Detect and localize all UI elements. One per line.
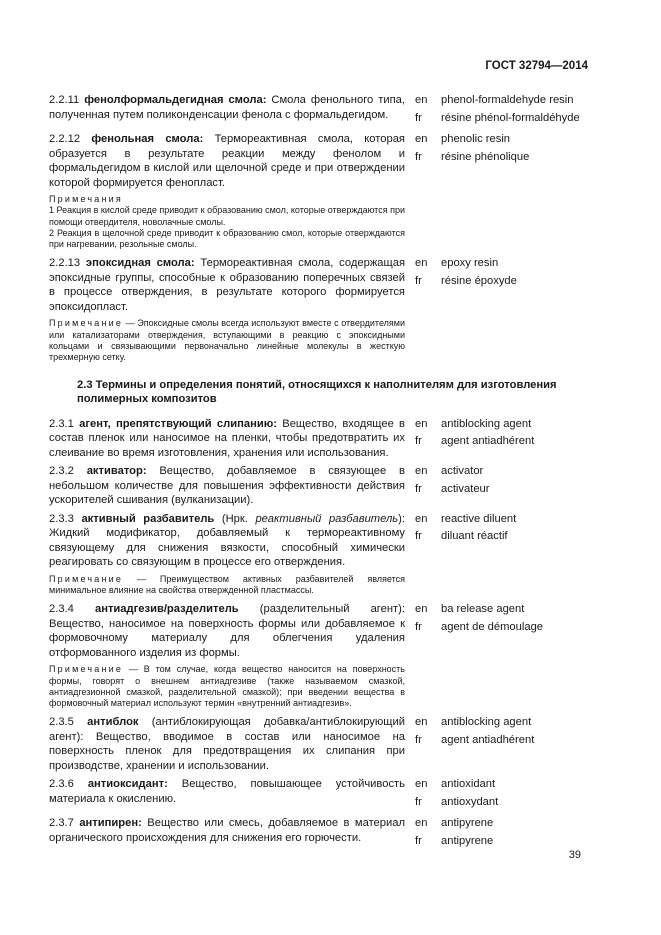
document-header: ГОСТ 32794—2014 xyxy=(485,60,588,72)
lang-code-fr: fr xyxy=(415,620,422,633)
term-number: 2.2.12 xyxy=(49,133,81,145)
lang-code-en: en xyxy=(415,603,428,616)
lang-code-fr: fr xyxy=(415,111,422,124)
definition-text: ): Жидкий модификатор, добавляемый к термореактивному связующему для снижения вязкости, способный химически реагировать со связующим в процессе его отверждения. xyxy=(49,512,406,569)
term-number: 2.3.4 xyxy=(49,603,74,616)
definition-text: Смола фенольного типа, полученная путем поликонденсации фенола с формальдегидом. xyxy=(49,94,405,121)
term-equivalents xyxy=(415,417,587,461)
term-definition xyxy=(49,602,405,660)
french-equivalent: agent antiadhérent xyxy=(441,733,535,746)
deprecated-term: реактивный разбавитель xyxy=(255,512,399,525)
definition-text: (антиблокирующая добавка/антиблокирующий агент): Вещество, вводимое в состав или наносимое на поверхность пленок для предотвращения их слипания при производстве, хранении и использовании. xyxy=(49,716,405,772)
term-number: 2.2.11 xyxy=(49,94,80,106)
english-equivalent: phenolic resin xyxy=(441,133,511,145)
term-entry xyxy=(49,816,589,851)
definition-text: (разделительный агент): Вещество, наносимое на поверхность формы или добавляемое к формовочному материалу для облегчения удаления отформованного изделия из формы. xyxy=(49,603,406,659)
term-name: фенольная смола: xyxy=(91,133,204,145)
term-equivalents xyxy=(415,512,587,570)
lang-code-en: en xyxy=(415,512,428,525)
section-title: 2.3 Термины и определения понятий, относящихся к наполнителям для изготовления полимерных композитов xyxy=(77,378,557,406)
lang-code-en: en xyxy=(415,778,428,791)
term-entry xyxy=(49,715,589,773)
term-number: 2.3.6 xyxy=(49,778,74,791)
term-number: 2.3.5 xyxy=(49,716,74,729)
term-definition xyxy=(49,715,405,773)
term-number: 2.3.2 xyxy=(49,465,74,478)
term-name: антиадгезив/разделитель xyxy=(94,603,239,616)
term-equivalents xyxy=(415,93,587,128)
note-block xyxy=(49,194,405,250)
lang-code-en: en xyxy=(415,133,428,145)
lang-code-en: en xyxy=(415,257,428,270)
english-equivalent: ba release agent xyxy=(441,603,525,616)
term-equivalents xyxy=(415,715,587,773)
document-body xyxy=(49,93,589,855)
lang-code-en: en xyxy=(415,465,428,478)
french-equivalent: résine époxyde xyxy=(441,274,517,287)
note-block xyxy=(49,318,405,363)
term-definition xyxy=(49,256,405,314)
term-entry xyxy=(49,256,589,314)
english-equivalent: antiblocking agent xyxy=(441,716,532,729)
term-entry xyxy=(49,777,589,812)
note-line: 2 Реакция в щелочной среде приводит к образованию смол, которые отверждаются при нагревании, резольные смолы. xyxy=(49,227,405,250)
definition-text: Вещество, добавляемое в связующее в небольшом количестве для повышения эффективности действия ускорителей сшивания (вулканизации). xyxy=(49,465,405,507)
note-block xyxy=(49,664,405,709)
french-equivalent: diluant réactif xyxy=(441,530,508,543)
term-definition xyxy=(49,93,405,128)
english-equivalent: epoxy resin xyxy=(441,257,499,270)
lang-code-en: en xyxy=(415,817,428,830)
lang-code-en: en xyxy=(415,716,428,729)
note-label: Примечание xyxy=(49,318,124,329)
lang-code-fr: fr xyxy=(415,482,422,495)
lang-code-fr: fr xyxy=(415,733,422,746)
french-equivalent: activateur xyxy=(441,482,490,495)
french-equivalent: antipyrene xyxy=(441,834,494,847)
term-entry xyxy=(49,602,589,660)
term-equivalents xyxy=(415,132,587,190)
term-definition xyxy=(49,132,405,190)
note-block xyxy=(49,574,405,597)
term-number: 2.2.13 xyxy=(49,257,81,270)
term-equivalents xyxy=(415,602,587,660)
page-number: 39 xyxy=(568,849,581,861)
lang-code-fr: fr xyxy=(415,274,422,287)
term-entry xyxy=(49,93,589,128)
english-equivalent: reactive diluent xyxy=(441,512,517,525)
term-definition xyxy=(49,464,405,508)
definition-text: Термореактивная смола, которая образуется в результате реакции между фенолом и формальдегидом в кислой или щелочной среде и при отверждении которой формируется фенопласт. xyxy=(49,133,405,189)
definition-text: Вещество, входящее в состав пленок или наносимое на пленки, чтобы предотвратить их слеивание во время изготовления, хранения или использования. xyxy=(49,417,405,459)
definition-text: Вещество, повышающее устойчивость материала к окислению. xyxy=(49,778,405,805)
definition-text: (Нрк. xyxy=(214,512,256,525)
term-name: антипирен: xyxy=(79,817,142,830)
term-equivalents xyxy=(415,816,587,851)
term-name: активатор: xyxy=(86,465,147,478)
note-label: Примечания xyxy=(49,194,123,204)
lang-code-fr: fr xyxy=(415,834,422,847)
note-label: Примечание xyxy=(49,573,124,584)
lang-code-en: en xyxy=(415,417,428,430)
term-definition xyxy=(49,816,405,851)
english-equivalent: antioxidant xyxy=(441,778,496,791)
lang-code-fr: fr xyxy=(415,435,422,448)
french-equivalent: agent de démoulage xyxy=(441,620,544,633)
term-number: 2.3.3 xyxy=(49,512,74,525)
english-equivalent: activator xyxy=(441,465,484,478)
lang-code-fr: fr xyxy=(415,150,422,163)
term-equivalents xyxy=(415,464,587,508)
term-equivalents xyxy=(415,256,587,314)
term-entry xyxy=(49,512,589,570)
french-equivalent: agent antiadhérent xyxy=(441,435,535,448)
term-number: 2.3.1 xyxy=(49,417,74,430)
term-entry xyxy=(49,417,589,461)
term-equivalents xyxy=(415,777,587,812)
term-name: фенолформальдегидная смола: xyxy=(84,94,267,106)
english-equivalent: antiblocking agent xyxy=(441,417,532,430)
term-name: эпоксидная смола: xyxy=(85,257,195,270)
term-entry xyxy=(49,132,589,190)
term-entry xyxy=(49,464,589,508)
french-equivalent: résine phénolique xyxy=(441,150,530,163)
definition-text: Термореактивная смола, содержащая эпоксидные группы, способные к образованию поперечных связей в процессе отверждения, в результате которого формируется эпоксидопласт. xyxy=(49,257,406,313)
term-name: активный разбавитель xyxy=(81,512,215,525)
term-name: агент, препятствующий слипанию: xyxy=(79,417,277,430)
term-definition xyxy=(49,512,405,570)
lang-code-fr: fr xyxy=(415,795,422,808)
lang-code-fr: fr xyxy=(415,530,422,543)
note-label: Примечание xyxy=(49,664,124,675)
english-equivalent: antipyrene xyxy=(441,817,494,830)
term-number: 2.3.7 xyxy=(49,817,74,830)
definition-text: Вещество или смесь, добавляемое в материал органического происхождения для снижения его горючести. xyxy=(49,817,406,844)
term-definition xyxy=(49,777,405,812)
note-text: — Эпоксидные смолы всегда используют вместе с отвердителями или катализаторами отверждения, вступающими в реакцию с эпоксидными кольцами и связывающими первоначально линейные молекулы в жесткую трехмерную сетку. xyxy=(49,318,405,363)
note-line: 1 Реакция в кислой среде приводит к образованию смол, которые отверждаются при помощи отвердителя, новолачные смолы. xyxy=(49,205,405,227)
english-equivalent: phenol-formaldehyde resin xyxy=(441,94,574,106)
term-name: антиблок xyxy=(87,716,139,729)
term-definition xyxy=(49,417,405,461)
lang-code-en: en xyxy=(415,94,428,106)
term-name: антиоксидант: xyxy=(87,778,168,791)
french-equivalent: antioxydant xyxy=(441,795,499,808)
french-equivalent: résine phénol-formaldéhyde xyxy=(441,111,580,124)
note-text: — Преимуществом активных разбавителей является минимальное влияние на свойства отвержденной пластмассы. xyxy=(49,573,405,595)
note-text: — В том случае, когда вещество наносится на поверхность формы, говорят о внешнем антиадгезиве (также называемом смазкой, антиадгезионной смазкой, разделительной смазкой); при введении вещества в формовочный материал используют термин «внутренний антиадгезив». xyxy=(49,664,405,709)
